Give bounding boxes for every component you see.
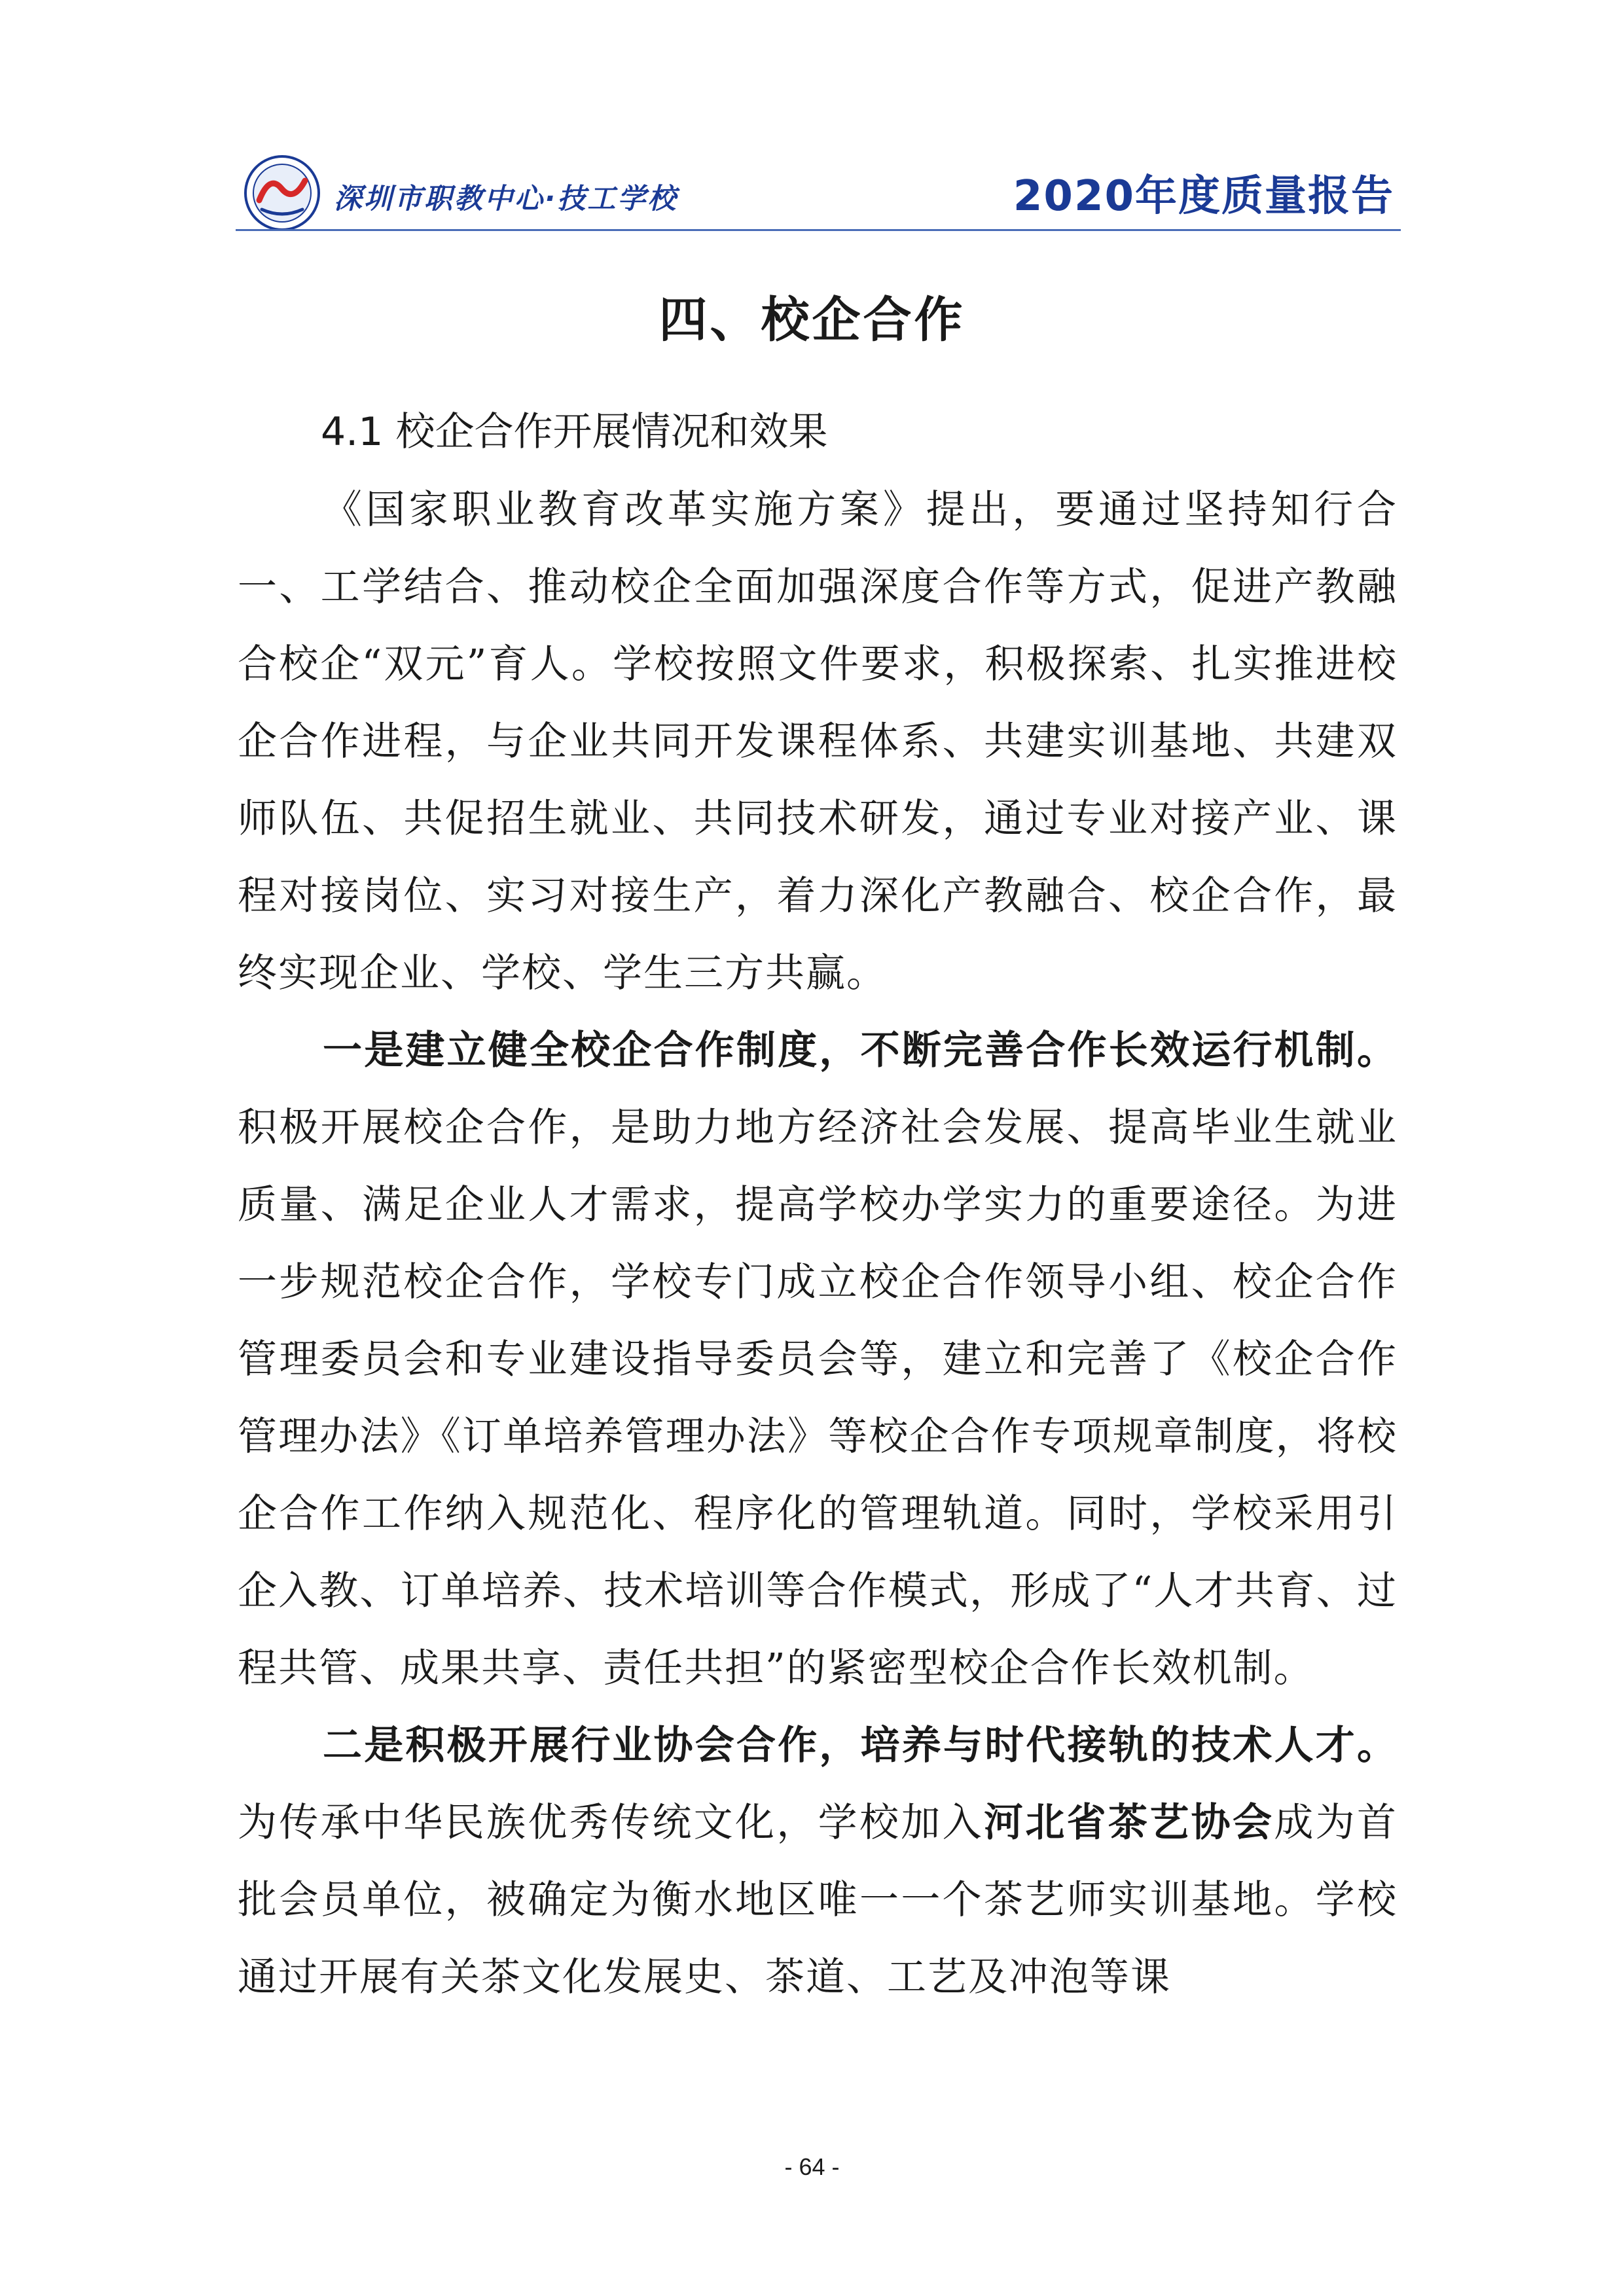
paragraph-3-text-a: 为传承中华民族优秀传统文化，学校加入 [238, 1800, 984, 1846]
paragraph-3-bold-name: 河北省茶艺协会 [984, 1800, 1274, 1846]
paragraph-3-text-b: 成为首批会员单位，被确定为衡水地区唯一一个茶艺师实训基地。学校通过开展有关茶文化发展史、茶道、工艺及冲泡等课 [238, 1800, 1398, 2000]
paragraph-1: 《国家职业教育改革实施方案》提出，要通过坚持知行合一、工学结合、推动校企全面加强深度合作等方式，促进产教融合校企“双元”育人。学校按照文件要求，积极探索、扎实推进校企合作进程，与企业共同开发课程体系、共建实训基地、共建双师队伍、共促招生就业、共同技术研发，通过专业对接产业、课程对接岗位、实习对接生产，着力深化产教融合、校企合作，最终实现企业、学校、学生三方共赢。 [238, 487, 1398, 996]
paragraph-2 [238, 1012, 1398, 1707]
section-title: 4.1 校企合作开展情况和效果 [321, 409, 828, 455]
school-logo-icon [244, 154, 321, 232]
header-divider [236, 229, 1401, 231]
paragraph-2-text: 积极开展校企合作，是助力地方经济社会发展、提高毕业生就业质量、满足企业人才需求，提高学校办学实力的重要途径。为进一步规范校企合作，学校专门成立校企合作领导小组、校企合作管理委员会和专业建设指导委员会等，建立和完善了《校企合作管理办法》《订单培养管理办法》等校企合作专项规章制度，将校企合作工作纳入规范化、程序化的管理轨道。同时，学校采用引企入教、订单培养、技术培训等合作模式，形成了“人才共育、过程共管、成果共享、责任共担”的紧密型校企合作长效机制。 [238, 1105, 1398, 1691]
paragraph-2-lead: 一是建立健全校企合作制度，不断完善合作长效运行机制。 [323, 1028, 1398, 1073]
school-name: 深圳市职教中心·技工学校 [334, 183, 678, 215]
paragraph-3 [238, 1707, 1398, 2016]
body-text [238, 471, 1398, 2016]
paragraph-3-lead: 二是积极开展行业协会合作，培养与时代接轨的技术人才。 [323, 1723, 1398, 1768]
page-number: - 64 - [784, 2153, 840, 2180]
page-header [236, 143, 1401, 234]
report-title: 2020年度质量报告 [1013, 172, 1394, 221]
chapter-title: 四、校企合作 [659, 292, 965, 348]
